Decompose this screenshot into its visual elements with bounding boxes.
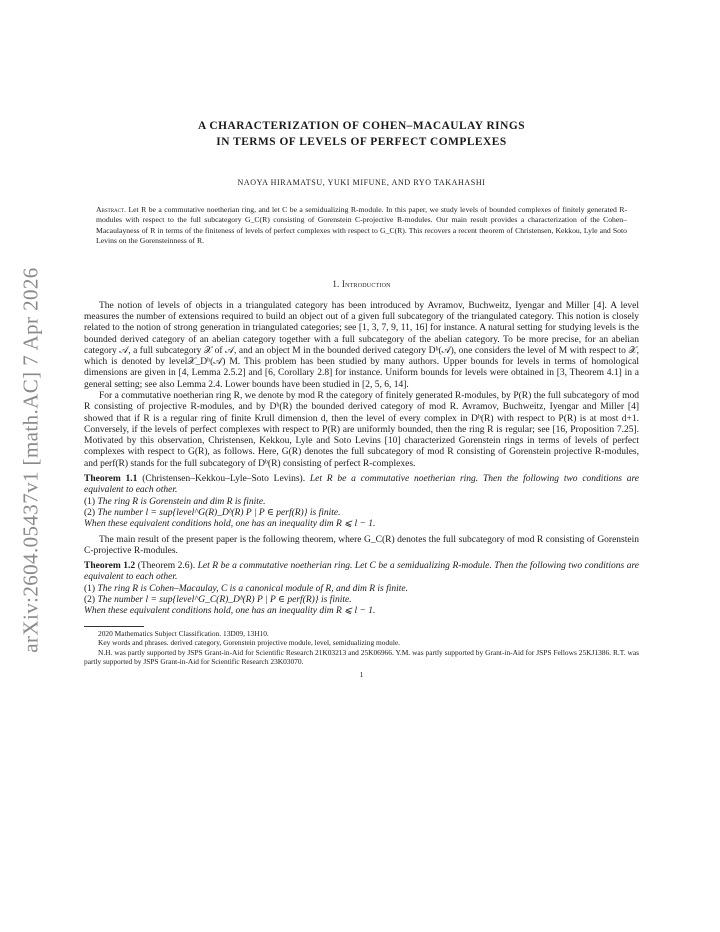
paragraph-1: The notion of levels of objects in a triangulated category has been introduced by Avramov, Buchweitz, Iyengar and Miller [4]. A level measures the number of extensions required to build an object out of a given full subcategory of the triangulated category. This notion is closely related to the notion of strong generation in triangulated categories; see [1, 3, 7, 9, 11, 16] for instance. A natural setting for studying levels is the bounded derived category of an abelian category together with a full subcategory of the abelian category. To be more precise, for an abelian category 𝒜, a full subcategory 𝒳 of 𝒜, and an object M in the bounded derived category Dᵇ(𝒜), one considers the level of M with respect to 𝒳, which is denoted by level𝒳_Dᵇ(𝒜) M. This problem has been studied by many authors. Upper bounds for levels in terms of homological dimensions are given in [4, Lemma 2.5.2] and [6, Corollary 2.8] for instance. Uniform bounds for levels were obtained in [3, Theorem 4.1] in a general setting; see also Lemma 2.4. Lower bounds have been studied in [2, 5, 6, 14]. [84, 300, 639, 390]
theorem-1-2-item-1 [84, 584, 639, 595]
footnote-rule [84, 626, 144, 627]
page-number: 1 [359, 670, 364, 680]
authors: NAOYA HIRAMATSU, YUKI MIFUNE, AND RYO TAKAHASHI [237, 178, 486, 187]
footnote-msc: 2020 Mathematics Subject Classification. 13D09, 13H10. [98, 628, 269, 638]
title-line-1: A CHARACTERIZATION OF COHEN–MACAULAY RINGS [197, 120, 526, 132]
theorem-1-2-outro: When these equivalent conditions hold, one has an inequality dim R ⩽ l − 1. [84, 606, 376, 617]
item-number: (1) [84, 496, 96, 507]
theorem-1-2-intro: Let R be a commutative noetherian ring. Let C be a semidualizing R-module. Then the following two conditions are equivalent to each other. [84, 561, 640, 583]
abstract [96, 205, 627, 247]
theorem-1-1-item-2 [84, 508, 639, 519]
item-text: The number l = sup{level^G_C(R)_Dᵇ(R) P | P ∈ perf(R)} is finite. [97, 595, 352, 606]
theorem-1-1 [84, 474, 639, 497]
theorem-1-1-intro: Let R be a commutative noetherian ring. Then the following two conditions are equivalent to each other. [84, 474, 640, 496]
arxiv-stamp-text: arXiv:2604.05437v1 [math.AC] 7 Apr 2026 [18, 267, 43, 653]
item-text: The number l = sup{level^G(R)_Dᵇ(R) P | P ∈ perf(R)} is finite. [97, 507, 341, 518]
footnote-funding: N.H. was partly supported by JSPS Grant-in-Aid for Scientific Research 21K03213 and 25K06966. Y.M. was partly supported by Grant-in-Aid for JSPS Fellows 25KJ1386. R.T. was partly supported by JSPS Grant-in-Aid for Scientific Research 23K03070. [84, 647, 639, 667]
footnotes [84, 626, 639, 667]
paragraph-2: For a commutative noetherian ring R, we denote by mod R the category of finitely generated R-modules, by P(R) the full subcategory of mod R consisting of projective R-modules, and by Dᵇ(R) the bounded derived category of mod R. Avramov, Buchweitz, Iyengar and Miller [4] showed that if R is a regular ring of finite Krull dimension d, then the level of every complex in Dᵇ(R) with respect to P(R) is at most d+1. Conversely, if the levels of perfect complexes with respect to P(R) are uniformly bounded, then the ring R is regular; see [16, Proposition 7.25]. Motivated by this observation, Christensen, Kekkou, Lyle and Soto Levins [10] characterized Gorenstein rings in terms of levels of perfect complexes with respect to G(R), as follows. Here, G(R) denotes the full subcategory of mod R consisting of Gorenstein projective R-modules, and perf(R) stands for the full subcategory of Dᵇ(R) consisting of perfect R-complexes. [84, 391, 639, 469]
abstract-text: Let R be a commutative noetherian ring, and let C be a semidualizing R-module. In this paper, we study levels of bounded complexes of finitely generated R-modules with respect to the full subcategory G_C(R) consisting of Gorenstein C-projective R-modules. Our main result provides a characterization of the Cohen–Macaulayness of R in terms of the finiteness of levels of perfect complexes with respect to G_C(R). This recovers a recent theorem of Christensen, Kekkou, Lyle and Soto Levins on the Gorensteinness of R. [96, 205, 628, 246]
section-title: 1. Introduction [332, 278, 391, 289]
theorem-1-1-attribution: (Christensen–Kekkou–Lyle–Soto Levins). [142, 474, 306, 485]
item-number: (2) [84, 507, 96, 518]
item-number: (1) [84, 583, 96, 594]
theorem-1-2-item-2 [84, 595, 639, 606]
arxiv-stamp [8, 250, 54, 670]
paper-page [84, 118, 639, 679]
theorem-1-2-attribution: (Theorem 2.6). [137, 561, 196, 572]
theorem-1-1-item-1 [84, 497, 639, 508]
footnote-keywords: Key words and phrases. derived category, Gorenstein projective module, level, semidualizing module. [98, 638, 401, 648]
theorem-1-2 [84, 561, 639, 584]
intro-body [84, 301, 639, 618]
theorem-1-2-label: Theorem 1.2 [84, 561, 136, 572]
abstract-label: Abstract. [96, 205, 126, 214]
item-text: The ring R is Gorenstein and dim R is finite. [97, 496, 266, 507]
paragraph-3: The main result of the present paper is the following theorem, where G_C(R) denotes the full subcategory of mod R consisting of Gorenstein C-projective R-modules. [84, 534, 639, 556]
theorem-1-1-label: Theorem 1.1 [84, 474, 138, 485]
theorem-1-1-outro: When these equivalent conditions hold, one has an inequality dim R ⩽ l − 1. [84, 519, 376, 530]
paper-title [84, 118, 639, 150]
title-line-2: IN TERMS OF LEVELS OF PERFECT COMPLEXES [216, 136, 507, 148]
item-number: (2) [84, 595, 96, 606]
item-text: The ring R is Cohen–Macaulay, C is a canonical module of R, and dim R is finite. [97, 583, 409, 594]
